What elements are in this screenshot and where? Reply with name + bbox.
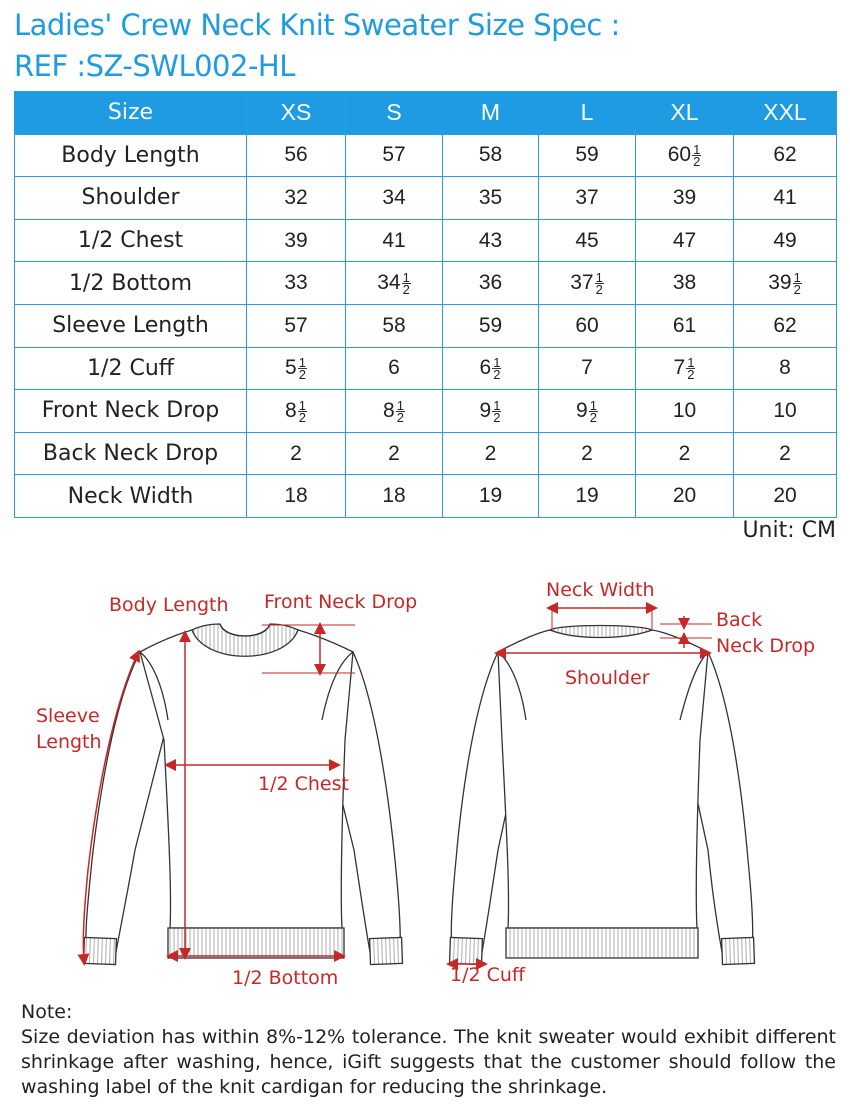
note-title: Note: — [21, 1001, 73, 1023]
table-cell: 47 — [636, 219, 734, 262]
label-sleeve-length-line2: Length — [36, 731, 102, 753]
table-cell: 62 — [734, 304, 837, 347]
label-sleeve-length-line1: Sleeve — [36, 705, 100, 727]
table-cell: 7 — [539, 347, 636, 390]
table-cell: 2 — [734, 432, 837, 475]
table-cell: 59 — [443, 304, 539, 347]
table-cell: 34 $\frac{1}{2}$ — [346, 262, 443, 305]
table-cell: 62 — [734, 134, 837, 177]
table-cell: 8 $\frac{1}{2}$ — [346, 390, 443, 433]
header-size-m: M — [443, 92, 539, 135]
header-size-xxl: XXL — [734, 92, 837, 135]
label-back-neck-drop-line2: Neck Drop — [716, 635, 816, 657]
table-cell: 19 — [443, 475, 539, 518]
table-cell: 6 — [346, 347, 443, 390]
table-cell: 18 — [346, 475, 443, 518]
label-half-chest: 1/2 Chest — [258, 773, 349, 795]
table-cell: 9 $\frac{1}{2}$ — [443, 390, 539, 433]
row-label: Body Length — [15, 134, 247, 177]
row-label: Shoulder — [15, 177, 247, 220]
row-label: 1/2 Chest — [15, 219, 247, 262]
table-cell: 36 — [443, 262, 539, 305]
table-cell: 19 — [539, 475, 636, 518]
table-cell: 10 — [636, 390, 734, 433]
table-cell: 9 $\frac{1}{2}$ — [539, 390, 636, 433]
table-row — [15, 219, 837, 262]
size-spec-table — [14, 91, 837, 518]
row-label: Back Neck Drop — [15, 432, 247, 475]
label-half-bottom: 1/2 Bottom — [232, 967, 339, 989]
label-back-neck-drop-line1: Back — [716, 609, 763, 631]
table-cell: 39 — [247, 219, 346, 262]
table-row — [15, 475, 837, 518]
note-body: Size deviation has within 8%-12% tolerance. The knit sweater would exhibit different shrinkage after washing, hence, iGift suggests that the customer should follow the washing label of the knit cardigan for reducing the shrinkage. — [21, 1026, 836, 1098]
table-cell: 5 $\frac{1}{2}$ — [247, 347, 346, 390]
table-cell: 8 $\frac{1}{2}$ — [247, 390, 346, 433]
label-half-cuff: 1/2 Cuff — [450, 964, 526, 986]
header-size-xs: XS — [247, 92, 346, 135]
fraction: $\frac{1}{2}$ — [493, 397, 501, 425]
table-cell: 20 — [636, 475, 734, 518]
table-cell: 10 — [734, 390, 837, 433]
table-cell: 2 — [636, 432, 734, 475]
table-cell: 32 — [247, 177, 346, 220]
label-body-length: Body Length — [109, 594, 229, 616]
table-cell: 2 — [539, 432, 636, 475]
row-label: 1/2 Bottom — [15, 262, 247, 305]
fraction: $\frac{1}{2}$ — [493, 355, 501, 383]
table-cell: 60 — [539, 304, 636, 347]
table-cell: 2 — [346, 432, 443, 475]
fraction: $\frac{1}{2}$ — [693, 142, 701, 170]
table-cell: 2 — [247, 432, 346, 475]
table-cell: 38 — [636, 262, 734, 305]
table-cell: 41 — [734, 177, 837, 220]
table-cell: 45 — [539, 219, 636, 262]
fraction: $\frac{1}{2}$ — [687, 355, 695, 383]
fraction: $\frac{1}{2}$ — [298, 397, 306, 425]
row-label: 1/2 Cuff — [15, 347, 247, 390]
table-cell: 39 $\frac{1}{2}$ — [734, 262, 837, 305]
measurement-diagram — [0, 560, 850, 1000]
row-label: Sleeve Length — [15, 304, 247, 347]
row-label: Neck Width — [15, 475, 247, 518]
label-front-neck-drop: Front Neck Drop — [264, 591, 418, 613]
table-header-row — [15, 92, 837, 135]
fraction: $\frac{1}{2}$ — [396, 397, 404, 425]
fraction: $\frac{1}{2}$ — [595, 270, 603, 298]
table-row — [15, 347, 837, 390]
table-cell: 7 $\frac{1}{2}$ — [636, 347, 734, 390]
table-row — [15, 134, 837, 177]
table-cell: 57 — [346, 134, 443, 177]
table-cell: 39 — [636, 177, 734, 220]
table-cell: 8 — [734, 347, 837, 390]
note-section — [21, 1000, 836, 1100]
table-cell: 60 $\frac{1}{2}$ — [636, 134, 734, 177]
table-cell: 43 — [443, 219, 539, 262]
unit-label: Unit: CM — [742, 518, 836, 543]
table-cell: 56 — [247, 134, 346, 177]
header-size-s: S — [346, 92, 443, 135]
table-row — [15, 177, 837, 220]
table-cell: 33 — [247, 262, 346, 305]
row-label: Front Neck Drop — [15, 390, 247, 433]
table-cell: 2 — [443, 432, 539, 475]
fraction: $\frac{1}{2}$ — [298, 355, 306, 383]
table-row — [15, 304, 837, 347]
table-row — [15, 390, 837, 433]
front-sweater-illustration — [84, 624, 403, 965]
label-shoulder: Shoulder — [565, 667, 650, 689]
table-cell: 18 — [247, 475, 346, 518]
page-title: Ladies' Crew Neck Knit Sweater Size Spec : — [14, 8, 620, 42]
table-cell: 59 — [539, 134, 636, 177]
table-cell: 37 — [539, 177, 636, 220]
table-row — [15, 262, 837, 305]
table-cell: 58 — [443, 134, 539, 177]
table-cell: 34 — [346, 177, 443, 220]
table-cell: 35 — [443, 177, 539, 220]
table-cell: 37 $\frac{1}{2}$ — [539, 262, 636, 305]
header-size-l: L — [539, 92, 636, 135]
table-cell: 6 $\frac{1}{2}$ — [443, 347, 539, 390]
table-cell: 41 — [346, 219, 443, 262]
label-neck-width: Neck Width — [546, 579, 655, 601]
fraction: $\frac{1}{2}$ — [402, 270, 410, 298]
table-cell: 20 — [734, 475, 837, 518]
header-size-xl: XL — [636, 92, 734, 135]
fraction: $\frac{1}{2}$ — [589, 397, 597, 425]
table-cell: 57 — [247, 304, 346, 347]
table-cell: 58 — [346, 304, 443, 347]
fraction: $\frac{1}{2}$ — [793, 270, 801, 298]
header-size-label: Size — [15, 92, 247, 135]
table-cell: 49 — [734, 219, 837, 262]
table-cell: 61 — [636, 304, 734, 347]
table-row — [15, 432, 837, 475]
reference-code: REF :SZ-SWL002-HL — [14, 49, 295, 83]
